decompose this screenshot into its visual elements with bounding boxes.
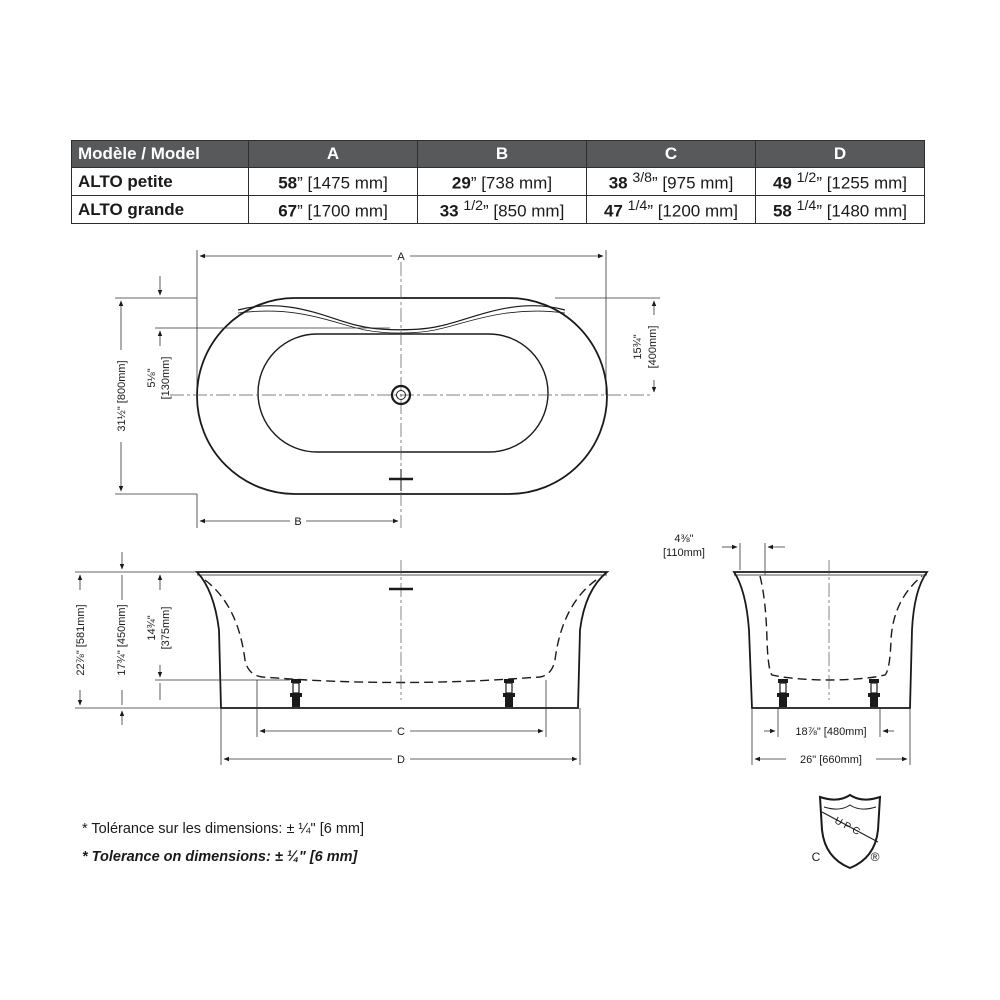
logo-c: C <box>811 850 821 864</box>
side-shell <box>197 572 607 708</box>
cell-a: 67” [1700 mm] <box>249 196 418 224</box>
end-view <box>663 533 927 766</box>
basin-outline <box>258 334 548 452</box>
foot-left <box>290 679 302 707</box>
dim-label-a: A <box>397 251 405 263</box>
dim-label-b: B <box>294 516 302 528</box>
cell-d: 58 $^{1/4}$” [1480 mm] <box>756 196 925 224</box>
upc-logo <box>812 795 880 868</box>
rim-curve <box>238 306 565 330</box>
dim-water-depth-mm: [375mm] <box>160 606 172 650</box>
dim-label-d: D <box>397 754 405 766</box>
cell-c: 38 $^{3/8}$” [975 mm] <box>587 168 756 196</box>
row-model: ALTO petite <box>72 168 249 196</box>
dim-label-c: C <box>397 726 405 738</box>
header-a: A <box>249 141 418 168</box>
cell-a: 58” [1475 mm] <box>249 168 418 196</box>
foot-right <box>503 679 515 707</box>
dim-rim-mm: [130mm] <box>160 356 172 400</box>
header-b: B <box>418 141 587 168</box>
logo-registered: ® <box>870 850 880 864</box>
dim-rim-offset: 4⅜" <box>674 533 694 545</box>
row-model: ALTO grande <box>72 196 249 224</box>
header-c: C <box>587 141 756 168</box>
dim-rim-offset-mm: [110mm] <box>663 547 705 559</box>
dim-base-width: 18⅞" [480mm] <box>795 726 867 738</box>
cell-d: 49 $^{1/2}$” [1255 mm] <box>756 168 925 196</box>
cell-b: 29” [738 mm] <box>418 168 587 196</box>
dim-total-height: 22⅞" [581mm] <box>75 604 87 676</box>
cell-c: 47 $^{1/4}$” [1200 mm] <box>587 196 756 224</box>
foot-end-right <box>868 679 880 707</box>
header-model: Modèle / Model <box>72 141 249 168</box>
dim-rim: 5⅛" <box>146 368 158 388</box>
cell-b: 33 $^{1/2}$” [850 mm] <box>418 196 587 224</box>
foot-end-left <box>777 679 789 707</box>
side-basin <box>205 580 596 683</box>
header-d: D <box>756 141 925 168</box>
top-view <box>115 250 660 528</box>
upc-text: UPC <box>832 815 865 840</box>
dim-center: 15¾" <box>632 334 644 360</box>
tolerance-note-fr: * Tolérance sur les dimensions: ± ¼" [6 mm] <box>82 821 365 837</box>
dim-water-depth: 14¾" <box>146 615 158 641</box>
side-view <box>75 552 607 766</box>
dim-center-mm: [400mm] <box>647 325 659 369</box>
dim-total-width: 26" [660mm] <box>800 754 862 766</box>
dim-width-total: 31½" [800mm] <box>116 360 128 432</box>
dim-inner-height: 17¾" [450mm] <box>116 604 128 676</box>
tolerance-note-en: * Tolerance on dimensions: ± ¼" [6 mm] <box>82 849 358 865</box>
end-basin <box>760 576 922 680</box>
